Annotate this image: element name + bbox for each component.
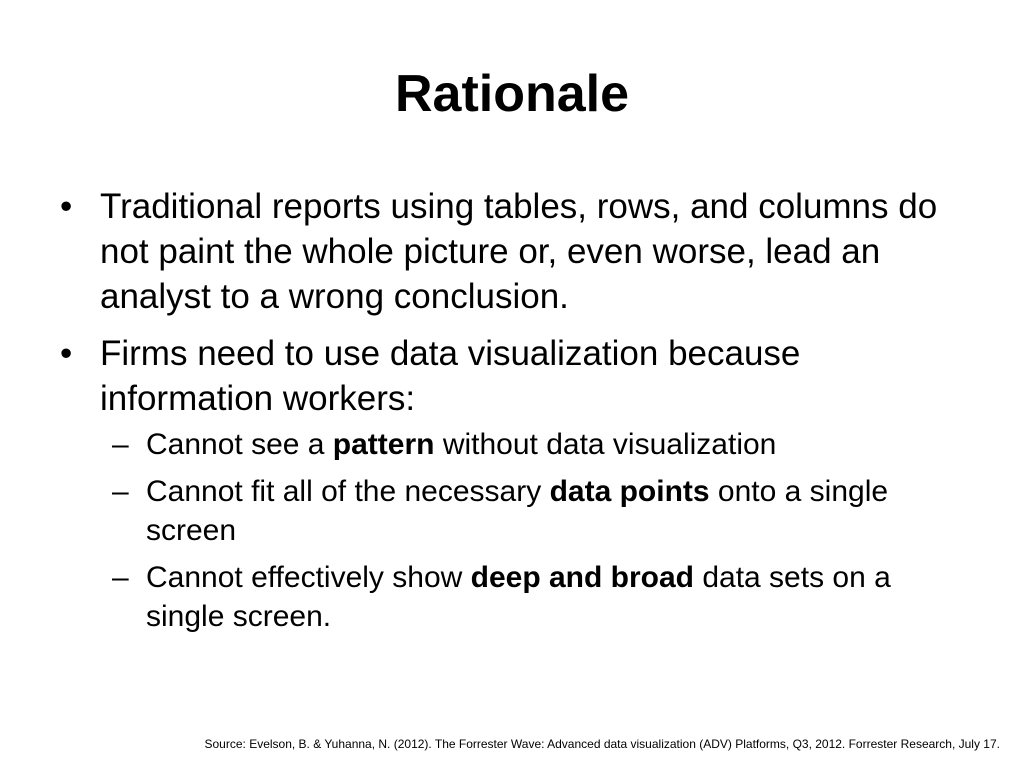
bullet-item [58, 331, 958, 421]
bullet-text: Traditional reports using tables, rows, and columns do not paint the whole picture or, even worse, lead an analyst to a wrong conclusion. [100, 187, 938, 316]
sub-bullet-marker: – [112, 428, 129, 461]
sub-bullet-text-before: Cannot effectively show [146, 561, 471, 594]
sub-bullet-text-before: Cannot fit all of the necessary [146, 475, 550, 508]
sub-bullet-bold-text: deep and broad [470, 561, 694, 594]
sub-bullet-text-after: onto a single screen [146, 475, 889, 547]
slide-content [58, 184, 958, 644]
sub-bullet-bold-text: data points [549, 475, 710, 508]
bullet-marker: • [60, 187, 73, 226]
sub-bullet-text-after: without data visualization [434, 428, 777, 461]
bullet-item [58, 184, 958, 319]
source-citation: Source: Evelson, B. & Yuhanna, N. (2012). The Forrester Wave: Advanced data visualization (ADV) Platforms, Q3, 2012. Forrester Research, July 17. [204, 737, 1000, 751]
sub-bullet-item [58, 425, 958, 464]
bullet-text: Firms need to use data visualization because information workers: [100, 334, 801, 418]
bullet-marker: • [60, 334, 73, 373]
sub-bullet-item [58, 558, 958, 636]
sub-bullet-text-after: data sets on a single screen. [146, 561, 891, 633]
sub-bullet-marker: – [112, 561, 129, 594]
sub-bullet-bold-text: pattern [332, 428, 435, 461]
sub-bullet-marker: – [112, 475, 129, 508]
sub-bullet-item [58, 472, 958, 550]
slide-title: Rationale [394, 65, 630, 123]
sub-bullet-text-before: Cannot see a [146, 428, 333, 461]
